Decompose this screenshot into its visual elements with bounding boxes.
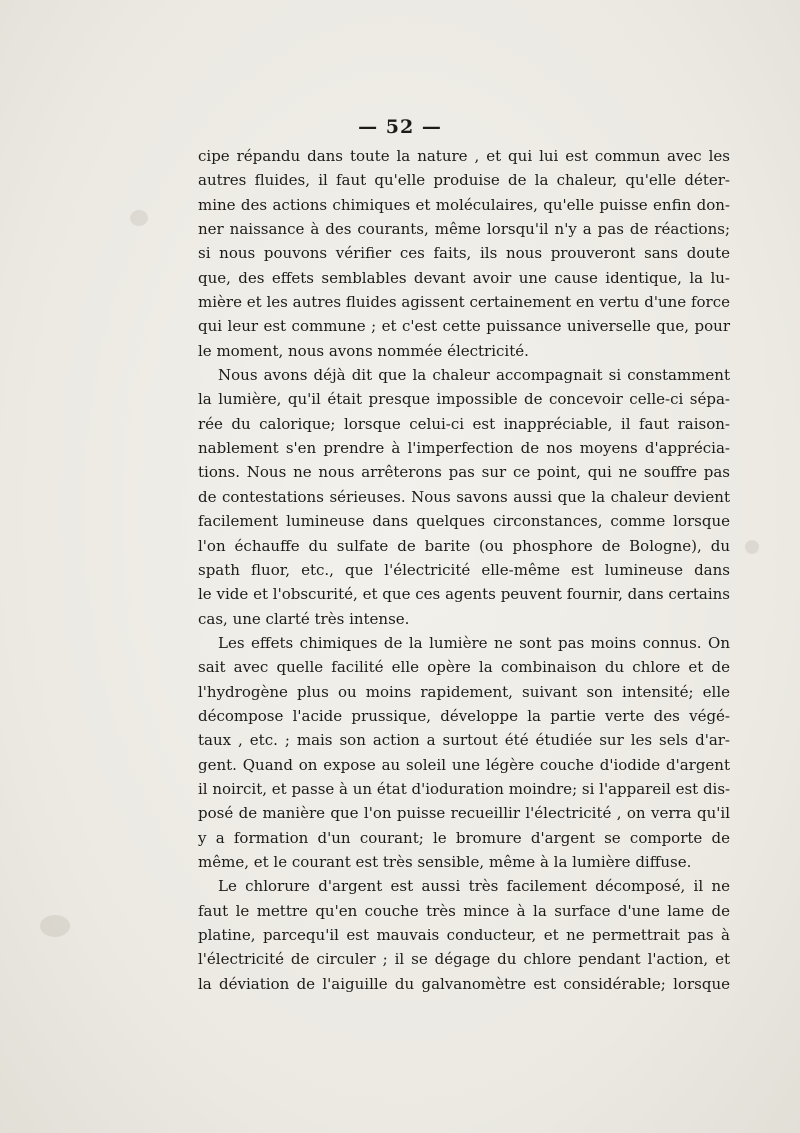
text-line: platine, parcequ'il est mauvais conducteur, et ne permettrait pas à bbox=[198, 926, 730, 944]
text-line: l'électricité de circuler ; il se dégage du chlore pendant l'action, et bbox=[198, 950, 730, 969]
text-line: Nous avons déjà dit que la chaleur accompagnait si constamment bbox=[218, 366, 730, 385]
text-line: même, et le courant est très sensible, même à la lumière diffuse. bbox=[198, 852, 692, 871]
text-line: gent. Quand on expose au soleil une légère couche d'iodide d'argent bbox=[198, 755, 730, 774]
text-line: Les effets chimiques de la lumière ne sont pas moins connus. On bbox=[218, 633, 730, 652]
text-line: décompose l'acide prussique, développe la partie verte des végé- bbox=[198, 706, 730, 725]
text-line: de contestations sérieuses. Nous savons aussi que la chaleur devient bbox=[198, 487, 730, 506]
body-text bbox=[198, 144, 730, 996]
text-line: spath fluor, etc., que l'électricité elle-même est lumineuse dans bbox=[198, 560, 730, 579]
text-line: cipe répandu dans toute la nature , et qui lui est commun avec les bbox=[198, 147, 730, 165]
text-line: nablement s'en prendre à l'imperfection de nos moyens d'apprécia- bbox=[198, 439, 730, 458]
text-line: taux , etc. ; mais son action a surtout été étudiée sur les sels d'ar- bbox=[198, 731, 730, 750]
paper-stain bbox=[745, 540, 759, 554]
text-line: facilement lumineuse dans quelques circonstances, comme lorsque bbox=[198, 512, 730, 531]
text-line: mine des actions chimiques et moléculaires, qu'elle puisse enfin don- bbox=[198, 195, 730, 214]
text-line: cas, une clarté très intense. bbox=[198, 609, 410, 628]
text-line: posé de manière que l'on puisse recueillir l'électricité , on verra qu'il bbox=[198, 804, 730, 823]
text-line: la lumière, qu'il était presque impossible de concevoir celle-ci sépa- bbox=[198, 390, 730, 409]
text-line: si nous pouvons vérifier ces faits, ils nous prouveront sans doute bbox=[198, 244, 730, 263]
paragraph bbox=[198, 874, 730, 996]
text-line: Le chlorure d'argent est aussi très facilement décomposé, il ne bbox=[218, 877, 730, 896]
paper-stain bbox=[40, 915, 70, 937]
paragraph bbox=[198, 144, 730, 363]
text-line: autres fluides, il faut qu'elle produise de la chaleur, qu'elle déter- bbox=[198, 171, 730, 190]
page-number: — 52 — bbox=[358, 116, 442, 138]
text-line: le moment, nous avons nommée électricité. bbox=[198, 341, 529, 360]
paragraph bbox=[198, 363, 730, 631]
paper-stain bbox=[130, 210, 148, 226]
paragraph bbox=[198, 631, 730, 874]
text-line: il noircit, et passe à un état d'ioduration moindre; si l'appareil est dis- bbox=[198, 779, 731, 798]
text-line: la déviation de l'aiguille du galvanomètre est considérable; lorsque bbox=[198, 974, 730, 993]
text-line: tions. Nous ne nous arrêterons pas sur ce point, qui ne souffre pas bbox=[198, 463, 730, 482]
text-line: le vide et l'obscurité, et que ces agents peuvent fournir, dans certains bbox=[198, 585, 730, 604]
text-line: rée du calorique; lorsque celui-ci est inappréciable, il faut raison- bbox=[198, 414, 730, 433]
text-line: faut le mettre qu'en couche très mince à la surface d'une lame de bbox=[198, 901, 730, 920]
text-line: ner naissance à des courants, même lorsqu'il n'y a pas de réactions; bbox=[198, 220, 730, 239]
text-line: l'hydrogène plus ou moins rapidement, suivant son intensité; elle bbox=[198, 682, 730, 701]
text-line: qui leur est commune ; et c'est cette puissance universelle que, pour bbox=[198, 317, 730, 336]
text-line: y a formation d'un courant; le bromure d'argent se comporte de bbox=[198, 828, 730, 847]
text-line: l'on échauffe du sulfate de barite (ou phosphore de Bologne), du bbox=[198, 536, 730, 555]
text-line: que, des effets semblables devant avoir une cause identique, la lu- bbox=[198, 268, 730, 287]
text-line: sait avec quelle facilité elle opère la combinaison du chlore et de bbox=[198, 658, 730, 677]
text-line: mière et les autres fluides agissent certainement en vertu d'une force bbox=[198, 293, 730, 312]
